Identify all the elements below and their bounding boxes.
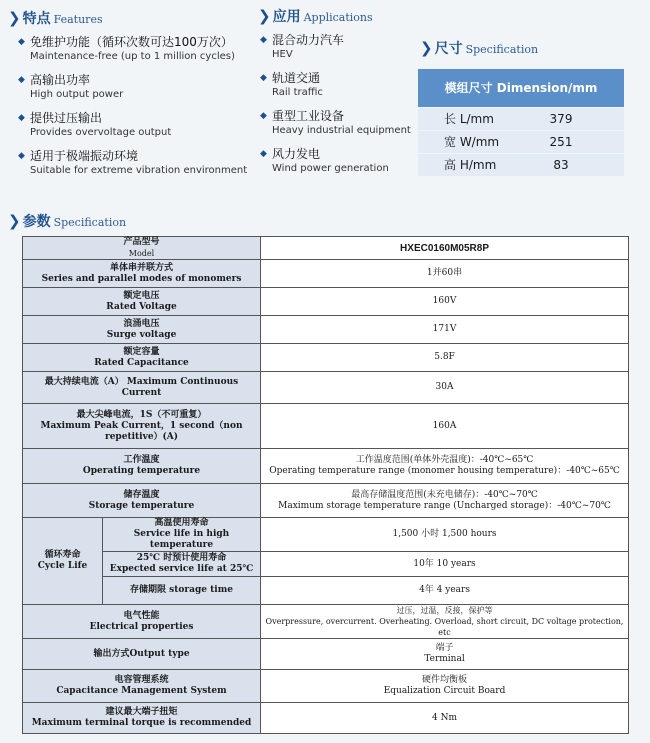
features-list — [18, 35, 247, 177]
features-title: ❯ 特点 Features — [8, 9, 103, 27]
dimension-table — [418, 69, 624, 176]
table-row: 浪涌电压 Surge voltage 171V — [23, 316, 629, 344]
feature-item: ◆ 免维护功能（循环次数可达100万次） Maintenance-free (up to 1 million cycles) — [18, 35, 235, 62]
diamond-bullet-icon: ◆ — [18, 37, 25, 47]
applications-title: ❯ 应用 Applications — [258, 7, 373, 25]
feature-item: ◆ 提供过压输出 Provides overvoltage output — [18, 111, 172, 138]
table-row: 存储期限 storage time 4年 4 years — [23, 577, 629, 605]
table-row: 储存温度 Storage temperature 最高存储温度范围(未充电储存)：-40℃~70℃ Maximum storage temperature range (Uncharged storage)：-40℃~70℃ — [23, 484, 629, 518]
feature-item: ◆ 适用于极端振动环境 Suitable for extreme vibration environment — [18, 149, 248, 176]
diamond-bullet-icon: ◆ — [260, 73, 267, 83]
dimensions-title: ❯ 尺寸 Specification — [420, 39, 539, 57]
dimension-header: 模组尺寸 Dimension/mm — [418, 69, 624, 107]
table-row: 电容管理系统 Capacitance Management System 硬件均衡板 Equalization Circuit Board — [23, 670, 629, 703]
table-row: 最大尖峰电流，1S（不可重复） Maximum Peak Current，1 second（non repetitive）(A) 160A — [23, 404, 629, 449]
diamond-bullet-icon: ◆ — [260, 111, 267, 121]
dimension-row: 宽 W/mm 251 — [418, 131, 624, 153]
diamond-bullet-icon: ◆ — [18, 75, 25, 85]
table-row: 最大持续电流（A） Maximum Continuous Current 30A — [23, 372, 629, 404]
table-row: 电气性能 Electrical properties 过压，过温，反接，保护等 Overpressure, overcurrent. Overheating. Overload, short circuit, DC voltage protection, etc — [23, 605, 629, 639]
table-row: 25℃ 时预计使用寿命 Expected service life at 25℃ 10年 10 years — [23, 552, 629, 577]
table-row: 额定容量 Rated Capacitance 5.8F — [23, 344, 629, 372]
application-item: ◆ 轨道交通 Rail traffic — [260, 71, 323, 98]
chevron-right-icon: ❯ — [8, 9, 21, 27]
table-row: 单体串并联方式 Series and parallel modes of monomers 1并60串 — [23, 260, 629, 288]
table-row: 额定电压 Rated Voltage 160V — [23, 288, 629, 316]
diamond-bullet-icon: ◆ — [18, 151, 25, 161]
diamond-bullet-icon: ◆ — [260, 35, 267, 45]
table-row: 产品型号 Model HXEC0160M05R8P — [23, 237, 629, 260]
chevron-right-icon: ❯ — [8, 212, 21, 230]
application-item: ◆ 重型工业设备 Heavy industrial equipment — [260, 109, 411, 136]
applications-list — [260, 33, 411, 175]
chevron-right-icon: ❯ — [258, 7, 271, 25]
table-row: 工作温度 Operating temperature 工作温度范围(单体外壳温度)：-40℃~65℃ Operating temperature range (monomer housing temperature)：-40℃~65℃ — [23, 449, 629, 484]
spec-table — [22, 236, 629, 734]
chevron-right-icon: ❯ — [420, 39, 433, 57]
dimension-row: 高 H/mm 83 — [418, 154, 624, 176]
application-item: ◆ 风力发电 Wind power generation — [260, 147, 389, 174]
diamond-bullet-icon: ◆ — [260, 149, 267, 159]
application-item: ◆ 混合动力汽车 HEV — [260, 33, 345, 60]
params-title: ❯ 参数 Specification — [8, 212, 127, 230]
diamond-bullet-icon: ◆ — [18, 113, 25, 123]
dimension-row: 长 L/mm 379 — [418, 108, 624, 130]
table-row: 输出方式Output type 端子 Terminal — [23, 639, 629, 670]
feature-item: ◆ 高输出功率 High output power — [18, 73, 124, 100]
table-row: 循环寿命 Cycle Life 高温使用寿命 Service life in high temperature 1,500 小时 1,500 hours — [23, 518, 629, 552]
table-row: 建议最大端子扭矩 Maximum terminal torque is recommended 4 Nm — [23, 703, 629, 734]
